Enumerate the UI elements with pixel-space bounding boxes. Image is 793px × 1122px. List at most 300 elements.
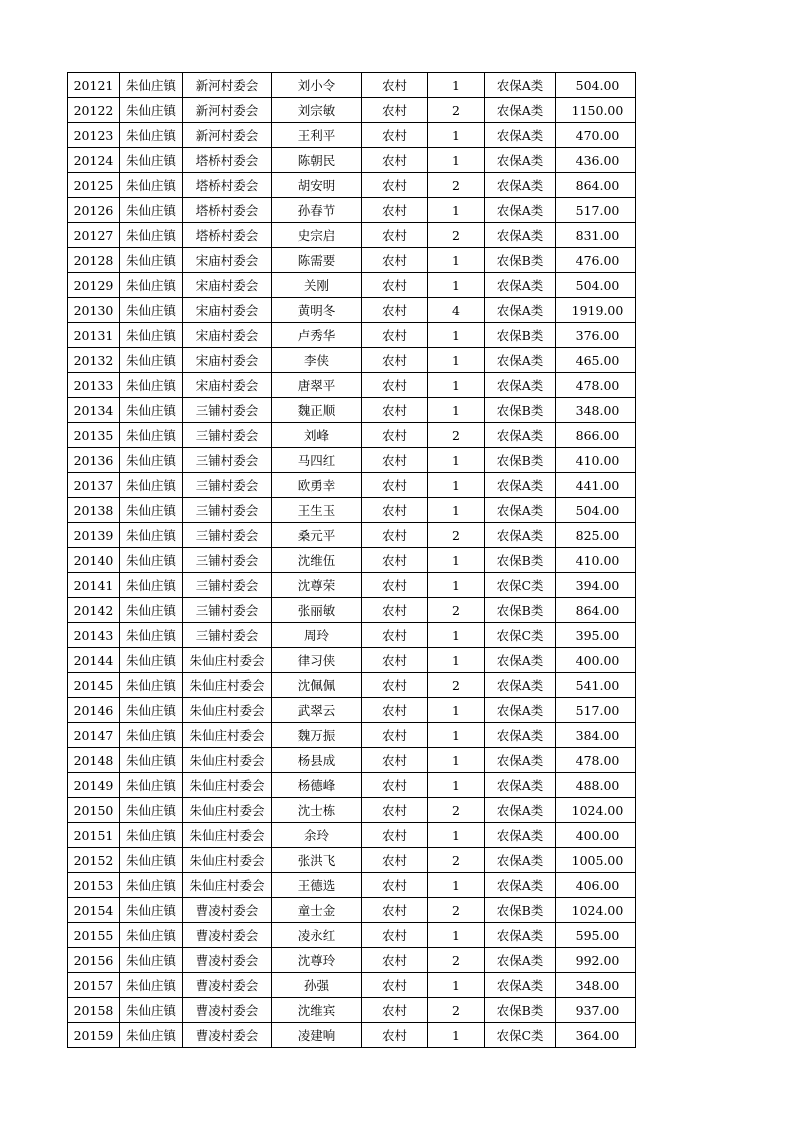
name-cell: 王生玉	[272, 498, 362, 523]
insurance-type-cell: 农保B类	[485, 998, 556, 1023]
name-cell: 魏正顺	[272, 398, 362, 423]
insurance-type-cell: 农保A类	[485, 123, 556, 148]
name-cell: 凌建响	[272, 1023, 362, 1048]
village-cell: 新河村委会	[183, 123, 272, 148]
insurance-type-cell: 农保B类	[485, 448, 556, 473]
table-row	[68, 173, 636, 198]
name-cell: 欧勇幸	[272, 473, 362, 498]
insurance-type-cell: 农保B类	[485, 323, 556, 348]
insurance-type-cell: 农保A类	[485, 173, 556, 198]
household-type-cell: 农村	[362, 348, 428, 373]
insurance-type-cell: 农保A类	[485, 498, 556, 523]
record-id-cell: 20154	[68, 898, 120, 923]
people-count-cell: 2	[428, 223, 485, 248]
village-cell: 曹凌村委会	[183, 973, 272, 998]
amount-cell: 410.00	[556, 548, 636, 573]
data-table	[67, 72, 636, 1048]
town-cell: 朱仙庄镇	[120, 73, 183, 98]
table-row	[68, 523, 636, 548]
insurance-type-cell: 农保A类	[485, 698, 556, 723]
household-type-cell: 农村	[362, 873, 428, 898]
people-count-cell: 2	[428, 898, 485, 923]
town-cell: 朱仙庄镇	[120, 948, 183, 973]
amount-cell: 864.00	[556, 598, 636, 623]
table-row	[68, 348, 636, 373]
people-count-cell: 2	[428, 98, 485, 123]
record-id-cell: 20151	[68, 823, 120, 848]
amount-cell: 406.00	[556, 873, 636, 898]
people-count-cell: 2	[428, 948, 485, 973]
village-cell: 宋庙村委会	[183, 298, 272, 323]
name-cell: 沈维宾	[272, 998, 362, 1023]
town-cell: 朱仙庄镇	[120, 723, 183, 748]
record-id-cell: 20155	[68, 923, 120, 948]
insurance-type-cell: 农保A类	[485, 773, 556, 798]
record-id-cell: 20124	[68, 148, 120, 173]
amount-cell: 441.00	[556, 473, 636, 498]
town-cell: 朱仙庄镇	[120, 473, 183, 498]
village-cell: 宋庙村委会	[183, 273, 272, 298]
table-row	[68, 423, 636, 448]
household-type-cell: 农村	[362, 148, 428, 173]
household-type-cell: 农村	[362, 198, 428, 223]
amount-cell: 517.00	[556, 698, 636, 723]
record-id-cell: 20147	[68, 723, 120, 748]
amount-cell: 400.00	[556, 648, 636, 673]
table-row	[68, 398, 636, 423]
name-cell: 童士金	[272, 898, 362, 923]
record-id-cell: 20149	[68, 773, 120, 798]
amount-cell: 384.00	[556, 723, 636, 748]
village-cell: 塔桥村委会	[183, 198, 272, 223]
table-row	[68, 823, 636, 848]
insurance-type-cell: 农保A类	[485, 273, 556, 298]
household-type-cell: 农村	[362, 398, 428, 423]
people-count-cell: 2	[428, 848, 485, 873]
record-id-cell: 20125	[68, 173, 120, 198]
household-type-cell: 农村	[362, 123, 428, 148]
record-id-cell: 20121	[68, 73, 120, 98]
record-id-cell: 20126	[68, 198, 120, 223]
amount-cell: 395.00	[556, 623, 636, 648]
amount-cell: 364.00	[556, 1023, 636, 1048]
insurance-type-cell: 农保A类	[485, 673, 556, 698]
table-row	[68, 873, 636, 898]
people-count-cell: 1	[428, 873, 485, 898]
record-id-cell: 20135	[68, 423, 120, 448]
name-cell: 魏万振	[272, 723, 362, 748]
table-row	[68, 973, 636, 998]
village-cell: 朱仙庄村委会	[183, 648, 272, 673]
town-cell: 朱仙庄镇	[120, 173, 183, 198]
record-id-cell: 20130	[68, 298, 120, 323]
table-row	[68, 898, 636, 923]
table-row	[68, 673, 636, 698]
village-cell: 三铺村委会	[183, 473, 272, 498]
people-count-cell: 1	[428, 623, 485, 648]
people-count-cell: 1	[428, 1023, 485, 1048]
village-cell: 新河村委会	[183, 73, 272, 98]
town-cell: 朱仙庄镇	[120, 598, 183, 623]
town-cell: 朱仙庄镇	[120, 923, 183, 948]
record-id-cell: 20139	[68, 523, 120, 548]
people-count-cell: 1	[428, 398, 485, 423]
amount-cell: 517.00	[556, 198, 636, 223]
insurance-type-cell: 农保B类	[485, 398, 556, 423]
name-cell: 凌永红	[272, 923, 362, 948]
people-count-cell: 1	[428, 473, 485, 498]
town-cell: 朱仙庄镇	[120, 673, 183, 698]
amount-cell: 1919.00	[556, 298, 636, 323]
table-row	[68, 373, 636, 398]
town-cell: 朱仙庄镇	[120, 348, 183, 373]
table-row	[68, 723, 636, 748]
table-row	[68, 298, 636, 323]
table-row	[68, 998, 636, 1023]
insurance-type-cell: 农保A类	[485, 298, 556, 323]
household-type-cell: 农村	[362, 923, 428, 948]
table-row	[68, 223, 636, 248]
record-id-cell: 20133	[68, 373, 120, 398]
people-count-cell: 1	[428, 823, 485, 848]
insurance-type-cell: 农保A类	[485, 98, 556, 123]
village-cell: 三铺村委会	[183, 623, 272, 648]
town-cell: 朱仙庄镇	[120, 498, 183, 523]
name-cell: 孙强	[272, 973, 362, 998]
table-row	[68, 498, 636, 523]
town-cell: 朱仙庄镇	[120, 623, 183, 648]
people-count-cell: 2	[428, 423, 485, 448]
village-cell: 曹凌村委会	[183, 1023, 272, 1048]
name-cell: 刘宗敏	[272, 98, 362, 123]
amount-cell: 376.00	[556, 323, 636, 348]
insurance-type-cell: 农保A类	[485, 873, 556, 898]
record-id-cell: 20146	[68, 698, 120, 723]
amount-cell: 937.00	[556, 998, 636, 1023]
household-type-cell: 农村	[362, 98, 428, 123]
name-cell: 李侠	[272, 348, 362, 373]
name-cell: 刘小令	[272, 73, 362, 98]
amount-cell: 992.00	[556, 948, 636, 973]
people-count-cell: 1	[428, 348, 485, 373]
name-cell: 唐翠平	[272, 373, 362, 398]
people-count-cell: 2	[428, 173, 485, 198]
town-cell: 朱仙庄镇	[120, 373, 183, 398]
table-row	[68, 648, 636, 673]
name-cell: 沈尊玲	[272, 948, 362, 973]
amount-cell: 595.00	[556, 923, 636, 948]
table-row	[68, 923, 636, 948]
village-cell: 三铺村委会	[183, 448, 272, 473]
insurance-type-cell: 农保B类	[485, 248, 556, 273]
record-id-cell: 20122	[68, 98, 120, 123]
insurance-type-cell: 农保A类	[485, 648, 556, 673]
name-cell: 杨德峰	[272, 773, 362, 798]
village-cell: 宋庙村委会	[183, 248, 272, 273]
table-row	[68, 623, 636, 648]
record-id-cell: 20144	[68, 648, 120, 673]
household-type-cell: 农村	[362, 323, 428, 348]
people-count-cell: 1	[428, 698, 485, 723]
name-cell: 周玲	[272, 623, 362, 648]
household-type-cell: 农村	[362, 523, 428, 548]
table-row	[68, 573, 636, 598]
people-count-cell: 1	[428, 548, 485, 573]
record-id-cell: 20137	[68, 473, 120, 498]
town-cell: 朱仙庄镇	[120, 973, 183, 998]
table-row	[68, 198, 636, 223]
town-cell: 朱仙庄镇	[120, 1023, 183, 1048]
village-cell: 塔桥村委会	[183, 223, 272, 248]
insurance-type-cell: 农保A类	[485, 373, 556, 398]
table-row	[68, 123, 636, 148]
household-type-cell: 农村	[362, 473, 428, 498]
record-id-cell: 20141	[68, 573, 120, 598]
village-cell: 朱仙庄村委会	[183, 773, 272, 798]
village-cell: 朱仙庄村委会	[183, 798, 272, 823]
insurance-type-cell: 农保B类	[485, 898, 556, 923]
household-type-cell: 农村	[362, 673, 428, 698]
amount-cell: 400.00	[556, 823, 636, 848]
insurance-type-cell: 农保A类	[485, 348, 556, 373]
town-cell: 朱仙庄镇	[120, 798, 183, 823]
table-body	[68, 73, 636, 1048]
household-type-cell: 农村	[362, 298, 428, 323]
amount-cell: 1024.00	[556, 898, 636, 923]
people-count-cell: 2	[428, 523, 485, 548]
table-row	[68, 773, 636, 798]
amount-cell: 825.00	[556, 523, 636, 548]
table-row	[68, 148, 636, 173]
table-row	[68, 248, 636, 273]
people-count-cell: 1	[428, 748, 485, 773]
people-count-cell: 2	[428, 798, 485, 823]
household-type-cell: 农村	[362, 773, 428, 798]
people-count-cell: 2	[428, 998, 485, 1023]
people-count-cell: 1	[428, 198, 485, 223]
town-cell: 朱仙庄镇	[120, 848, 183, 873]
village-cell: 曹凌村委会	[183, 948, 272, 973]
town-cell: 朱仙庄镇	[120, 123, 183, 148]
household-type-cell: 农村	[362, 723, 428, 748]
amount-cell: 436.00	[556, 148, 636, 173]
amount-cell: 1150.00	[556, 98, 636, 123]
amount-cell: 488.00	[556, 773, 636, 798]
insurance-type-cell: 农保A类	[485, 948, 556, 973]
people-count-cell: 1	[428, 723, 485, 748]
amount-cell: 348.00	[556, 398, 636, 423]
table-row	[68, 273, 636, 298]
table-row	[68, 73, 636, 98]
insurance-type-cell: 农保A类	[485, 823, 556, 848]
town-cell: 朱仙庄镇	[120, 698, 183, 723]
table-row	[68, 473, 636, 498]
name-cell: 沈维伍	[272, 548, 362, 573]
people-count-cell: 1	[428, 923, 485, 948]
amount-cell: 866.00	[556, 423, 636, 448]
village-cell: 朱仙庄村委会	[183, 873, 272, 898]
town-cell: 朱仙庄镇	[120, 898, 183, 923]
record-id-cell: 20131	[68, 323, 120, 348]
household-type-cell: 农村	[362, 798, 428, 823]
village-cell: 曹凌村委会	[183, 923, 272, 948]
name-cell: 律习侠	[272, 648, 362, 673]
household-type-cell: 农村	[362, 223, 428, 248]
village-cell: 三铺村委会	[183, 598, 272, 623]
village-cell: 塔桥村委会	[183, 173, 272, 198]
town-cell: 朱仙庄镇	[120, 198, 183, 223]
village-cell: 曹凌村委会	[183, 998, 272, 1023]
people-count-cell: 1	[428, 448, 485, 473]
amount-cell: 465.00	[556, 348, 636, 373]
people-count-cell: 1	[428, 148, 485, 173]
village-cell: 朱仙庄村委会	[183, 698, 272, 723]
record-id-cell: 20134	[68, 398, 120, 423]
insurance-type-cell: 农保A类	[485, 923, 556, 948]
insurance-type-cell: 农保C类	[485, 623, 556, 648]
household-type-cell: 农村	[362, 698, 428, 723]
name-cell: 余玲	[272, 823, 362, 848]
insurance-type-cell: 农保B类	[485, 548, 556, 573]
amount-cell: 504.00	[556, 498, 636, 523]
village-cell: 宋庙村委会	[183, 323, 272, 348]
people-count-cell: 4	[428, 298, 485, 323]
people-count-cell: 2	[428, 673, 485, 698]
town-cell: 朱仙庄镇	[120, 323, 183, 348]
amount-cell: 541.00	[556, 673, 636, 698]
village-cell: 三铺村委会	[183, 523, 272, 548]
record-id-cell: 20158	[68, 998, 120, 1023]
insurance-type-cell: 农保A类	[485, 973, 556, 998]
town-cell: 朱仙庄镇	[120, 448, 183, 473]
insurance-type-cell: 农保A类	[485, 423, 556, 448]
record-id-cell: 20150	[68, 798, 120, 823]
insurance-type-cell: 农保A类	[485, 848, 556, 873]
household-type-cell: 农村	[362, 623, 428, 648]
record-id-cell: 20145	[68, 673, 120, 698]
table-row	[68, 848, 636, 873]
town-cell: 朱仙庄镇	[120, 273, 183, 298]
name-cell: 陈需要	[272, 248, 362, 273]
household-type-cell: 农村	[362, 748, 428, 773]
people-count-cell: 1	[428, 123, 485, 148]
amount-cell: 348.00	[556, 973, 636, 998]
amount-cell: 864.00	[556, 173, 636, 198]
table-row	[68, 323, 636, 348]
town-cell: 朱仙庄镇	[120, 98, 183, 123]
insurance-type-cell: 农保C类	[485, 1023, 556, 1048]
name-cell: 沈士栋	[272, 798, 362, 823]
insurance-type-cell: 农保A类	[485, 523, 556, 548]
name-cell: 张洪飞	[272, 848, 362, 873]
village-cell: 朱仙庄村委会	[183, 748, 272, 773]
town-cell: 朱仙庄镇	[120, 148, 183, 173]
town-cell: 朱仙庄镇	[120, 648, 183, 673]
town-cell: 朱仙庄镇	[120, 248, 183, 273]
town-cell: 朱仙庄镇	[120, 823, 183, 848]
amount-cell: 504.00	[556, 273, 636, 298]
name-cell: 关刚	[272, 273, 362, 298]
table-row	[68, 448, 636, 473]
amount-cell: 1024.00	[556, 798, 636, 823]
household-type-cell: 农村	[362, 573, 428, 598]
insurance-type-cell: 农保A类	[485, 798, 556, 823]
amount-cell: 478.00	[556, 373, 636, 398]
name-cell: 张丽敏	[272, 598, 362, 623]
name-cell: 刘峰	[272, 423, 362, 448]
village-cell: 曹凌村委会	[183, 898, 272, 923]
household-type-cell: 农村	[362, 998, 428, 1023]
table-row	[68, 548, 636, 573]
household-type-cell: 农村	[362, 598, 428, 623]
household-type-cell: 农村	[362, 248, 428, 273]
name-cell: 黄明冬	[272, 298, 362, 323]
insurance-type-cell: 农保A类	[485, 198, 556, 223]
name-cell: 孙春节	[272, 198, 362, 223]
record-id-cell: 20140	[68, 548, 120, 573]
people-count-cell: 1	[428, 773, 485, 798]
town-cell: 朱仙庄镇	[120, 523, 183, 548]
record-id-cell: 20148	[68, 748, 120, 773]
table-row	[68, 1023, 636, 1048]
village-cell: 朱仙庄村委会	[183, 848, 272, 873]
town-cell: 朱仙庄镇	[120, 998, 183, 1023]
insurance-type-cell: 农保A类	[485, 473, 556, 498]
insurance-type-cell: 农保A类	[485, 73, 556, 98]
town-cell: 朱仙庄镇	[120, 423, 183, 448]
insurance-type-cell: 农保A类	[485, 148, 556, 173]
record-id-cell: 20138	[68, 498, 120, 523]
village-cell: 新河村委会	[183, 98, 272, 123]
name-cell: 陈朝民	[272, 148, 362, 173]
amount-cell: 478.00	[556, 748, 636, 773]
village-cell: 三铺村委会	[183, 423, 272, 448]
people-count-cell: 1	[428, 273, 485, 298]
table-row	[68, 948, 636, 973]
name-cell: 卢秀华	[272, 323, 362, 348]
town-cell: 朱仙庄镇	[120, 748, 183, 773]
name-cell: 王德选	[272, 873, 362, 898]
record-id-cell: 20157	[68, 973, 120, 998]
household-type-cell: 农村	[362, 898, 428, 923]
household-type-cell: 农村	[362, 1023, 428, 1048]
record-id-cell: 20153	[68, 873, 120, 898]
village-cell: 塔桥村委会	[183, 148, 272, 173]
amount-cell: 470.00	[556, 123, 636, 148]
name-cell: 胡安明	[272, 173, 362, 198]
record-id-cell: 20128	[68, 248, 120, 273]
name-cell: 沈佩佩	[272, 673, 362, 698]
insurance-type-cell: 农保A类	[485, 723, 556, 748]
name-cell: 王利平	[272, 123, 362, 148]
record-id-cell: 20152	[68, 848, 120, 873]
town-cell: 朱仙庄镇	[120, 223, 183, 248]
town-cell: 朱仙庄镇	[120, 773, 183, 798]
people-count-cell: 2	[428, 598, 485, 623]
people-count-cell: 1	[428, 648, 485, 673]
household-type-cell: 农村	[362, 423, 428, 448]
record-id-cell: 20143	[68, 623, 120, 648]
household-type-cell: 农村	[362, 73, 428, 98]
record-id-cell: 20127	[68, 223, 120, 248]
household-type-cell: 农村	[362, 273, 428, 298]
record-id-cell: 20132	[68, 348, 120, 373]
insurance-type-cell: 农保B类	[485, 598, 556, 623]
town-cell: 朱仙庄镇	[120, 873, 183, 898]
name-cell: 桑元平	[272, 523, 362, 548]
household-type-cell: 农村	[362, 498, 428, 523]
people-count-cell: 1	[428, 73, 485, 98]
